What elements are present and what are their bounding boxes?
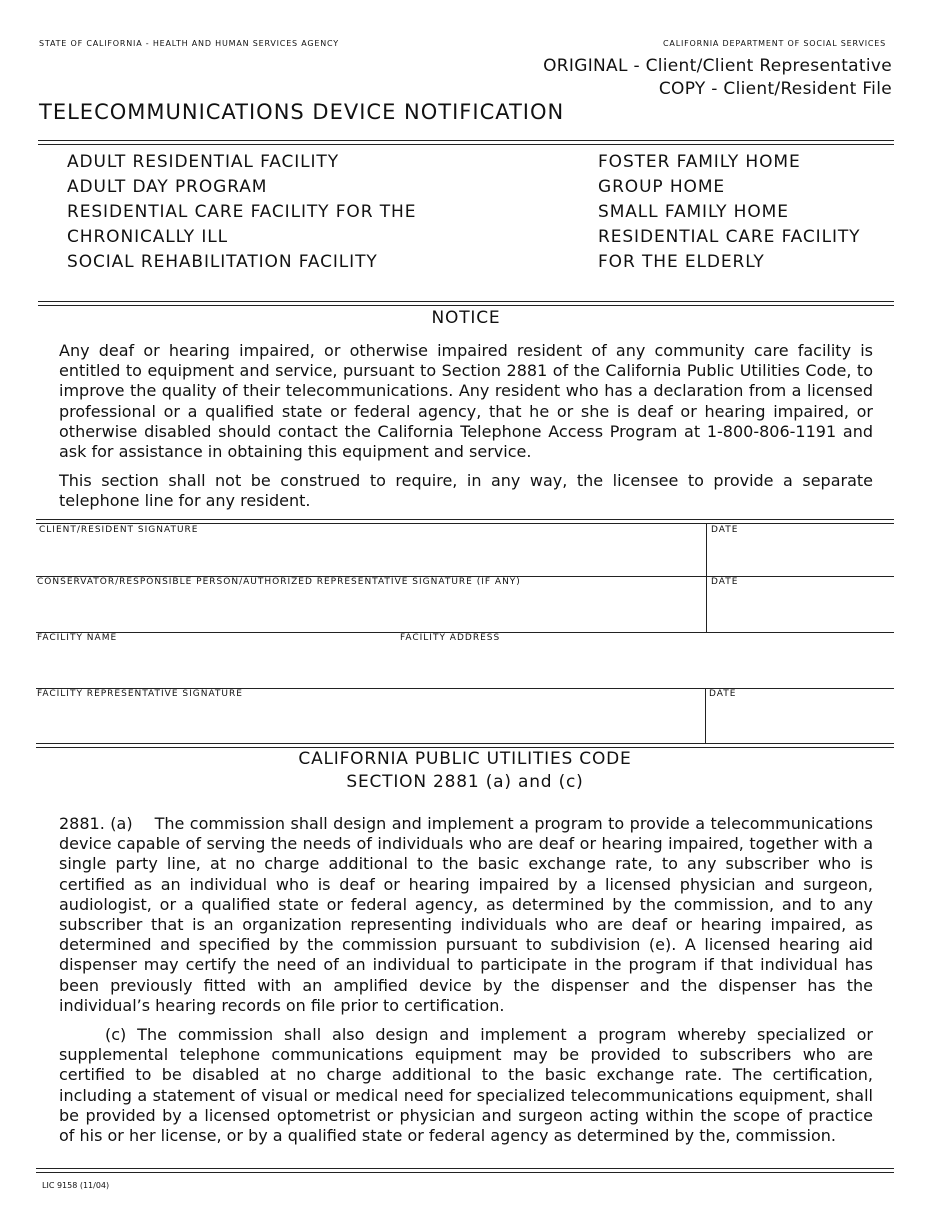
- field-label: FACILITY REPRESENTATIVE SIGNATURE: [37, 689, 243, 699]
- divider: [38, 301, 894, 306]
- facility-type: FOR THE ELDERLY: [598, 252, 765, 272]
- facility-type: GROUP HOME: [598, 177, 726, 197]
- field-label: DATE: [711, 525, 739, 535]
- date-field[interactable]: [707, 523, 894, 576]
- code-paragraph-a: [59, 814, 873, 1016]
- facility-name-field[interactable]: [36, 633, 398, 688]
- field-divider: [705, 689, 706, 744]
- field-label: FACILITY NAME: [37, 633, 118, 643]
- conservator-signature-field[interactable]: [36, 577, 706, 632]
- facility-type: CHRONICALLY ILL: [67, 227, 229, 247]
- agency-left: STATE OF CALIFORNIA - HEALTH AND HUMAN SERVICES AGENCY: [39, 39, 339, 48]
- client-signature-field[interactable]: [36, 523, 706, 576]
- field-label: DATE: [709, 689, 737, 699]
- form-number: LIC 9158 (11/04): [42, 1181, 110, 1190]
- field-label: FACILITY ADDRESS: [400, 633, 501, 643]
- facility-types-right: [598, 150, 860, 275]
- agency-right: CALIFORNIA DEPARTMENT OF SOCIAL SERVICES: [663, 39, 886, 48]
- copy-file: COPY - Client/Resident File: [658, 79, 892, 99]
- notice-paragraph: This section shall not be construed to require, in any way, the licensee to provide a separate telephone line for any resident.: [59, 471, 873, 511]
- facility-type: ADULT DAY PROGRAM: [67, 177, 268, 197]
- form-title: TELECOMMUNICATIONS DEVICE NOTIFICATION: [39, 100, 565, 124]
- facility-type: RESIDENTIAL CARE FACILITY: [598, 227, 861, 247]
- code-paragraph-c: (c) The commission shall also design and implement a program whereby specialized or supplemental telephone communications equipment may be provided to subscribers who are certified to be disabled at no charge additional to the basic exchange rate. The certification, including a statement of visual or medical need for specialized telecommunications equipment, shall be provided by a licensed optometrist or physician and surgeon acting within the scope of practice of his or her license, or by a qualified state or federal agency as determined by the, commission.: [59, 1025, 873, 1146]
- field-label: CLIENT/RESIDENT SIGNATURE: [39, 525, 199, 535]
- copy-distribution: [543, 55, 892, 101]
- notice-heading: NOTICE: [431, 308, 501, 328]
- date-field[interactable]: [707, 577, 894, 632]
- notice-paragraph: Any deaf or hearing impaired, or otherwise impaired resident of any community care facility is entitled to equipment and service, pursuant to Section 2881 of the California Public Utilities Code, to improve the quality of their telecommunications. Any resident who has a declaration from a licensed professional or a qualified state or federal agency, that he or she is deaf or hearing impaired, or otherwise disabled should contact the California Telephone Access Program at 1-800-806-1191 and ask for assistance in obtaining this equipment and service.: [59, 341, 873, 462]
- facility-type: SMALL FAMILY HOME: [598, 202, 789, 222]
- code-heading: [36, 748, 894, 794]
- field-label: CONSERVATOR/RESPONSIBLE PERSON/AUTHORIZED REPRESENTATIVE SIGNATURE (IF ANY): [37, 577, 521, 587]
- field-label: DATE: [711, 577, 739, 587]
- facility-types-left: [67, 150, 416, 275]
- facility-type: ADULT RESIDENTIAL FACILITY: [67, 152, 339, 172]
- code-heading-line1: CALIFORNIA PUBLIC UTILITIES CODE: [298, 749, 632, 769]
- code-heading-line2: SECTION 2881 (a) and (c): [346, 772, 584, 792]
- paragraph-lead: 2881. (a): [59, 814, 133, 833]
- paragraph-text: The commission shall design and implement a program to provide a telecommunications device capable of serving the needs of individuals who are deaf or hearing impaired, together with a single party line, at no charge additional to the basic exchange rate, to any subscriber who is certified as an individual who is deaf or hearing impaired by a licensed physician and surgeon, audiologist, or a qualified state or federal agency, as determined by the commission, and to any subscriber that is an organization representing individuals who are deaf or hearing impaired, as determined and specified by the commission pursuant to subdivision (e). A licensed hearing aid dispenser may certify the need of an individual to participate in the program if that individual has been previously fitted with an amplified device by the dispenser and the dispenser has the individual’s hearing records on file prior to certification.: [59, 814, 874, 1015]
- copy-original: ORIGINAL - Client/Client Representative: [543, 56, 892, 76]
- facility-type: FOSTER FAMILY HOME: [598, 152, 801, 172]
- date-field[interactable]: [706, 689, 894, 744]
- facility-rep-signature-field[interactable]: [36, 689, 705, 744]
- facility-type: RESIDENTIAL CARE FACILITY FOR THE: [67, 202, 417, 222]
- facility-address-field[interactable]: [398, 633, 894, 688]
- facility-type: SOCIAL REHABILITATION FACILITY: [67, 252, 378, 272]
- divider: [36, 1168, 894, 1173]
- divider: [38, 140, 894, 145]
